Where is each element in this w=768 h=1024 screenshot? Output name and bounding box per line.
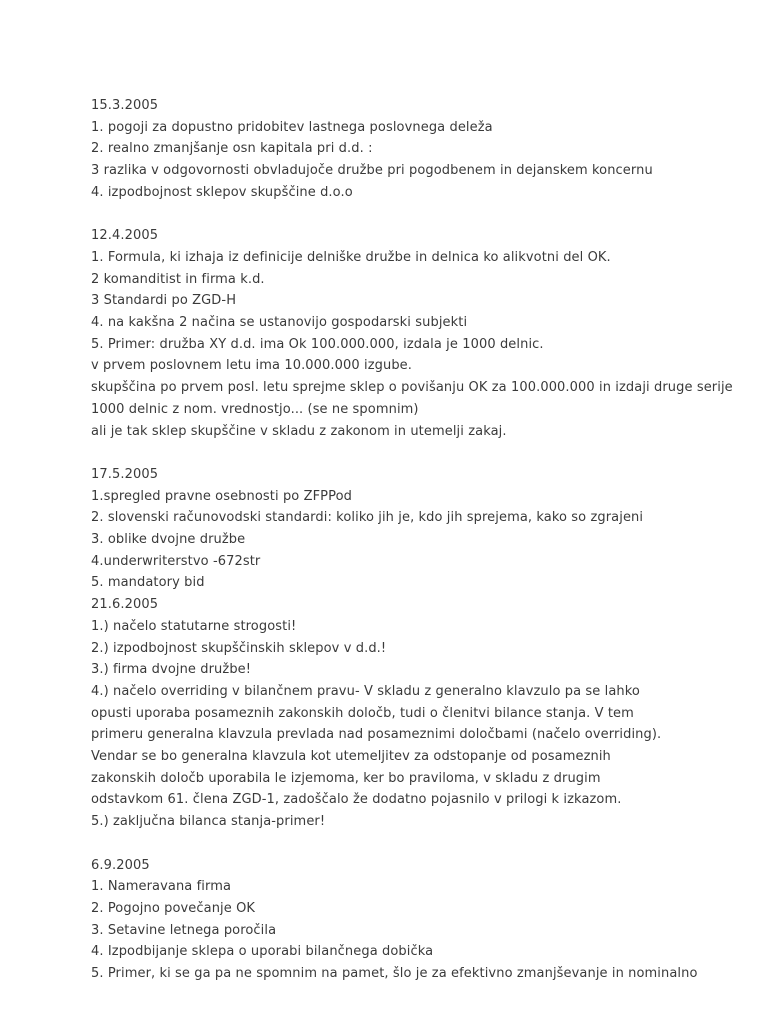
exam-date: 17.5.2005 <box>91 466 159 482</box>
question-paragraph: 4.) načelo overriding v bilančnem pravu- V skladu z generalno klavzulo pa se lahko opusti uporaba posameznih zakonskih določb, tudi o členitvi bilance stanja. V tem primeru generalna klavzula prevlada nad posameznimi določbami (načelo overriding). Vendar se bo generalna klavzula kot utemeljitev za odstopanje od posameznih zakonskih določb uporabila le izjemoma, ker bo praviloma, v skladu z drugim odstavkom 61. člena ZGD-1, zadoščalo že dodatno pojasnilo v prilogi k izkazom. <box>91 683 662 808</box>
exam-date: 21.6.2005 <box>91 597 159 613</box>
document-page <box>91 95 733 1006</box>
question-line: 1.spregled pravne osebnosti po ZFPPod <box>91 488 352 504</box>
question-line: 4. Izpodbijanje sklepa o uporabi bilančnega dobička <box>91 944 434 960</box>
question-line: 4.underwriterstvo -672str <box>91 553 261 569</box>
question-line: 2 komanditist in firma k.d. <box>91 271 265 287</box>
exam-date: 15.3.2005 <box>91 98 159 113</box>
question-line: 5. Primer, ki se ga pa ne spomnim na pamet, šlo je za efektivno zmanjševanje in nominalno <box>91 966 698 982</box>
question-line: 1. Nameravana firma <box>91 879 232 895</box>
question-line: 5. Primer: družba XY d.d. ima Ok 100.000.000, izdala je 1000 delnic. <box>91 336 544 352</box>
question-line: skupščina po prvem posl. letu sprejme sklep o povišanju OK za 100.000.000 in izdaji druge serije <box>91 380 733 396</box>
question-line: 5. mandatory bid <box>91 575 205 591</box>
exam-section-2005-06-21 <box>91 594 691 833</box>
question-line: 5.) zaključna bilanca stanja-primer! <box>91 814 326 830</box>
question-line: 3 Standardi po ZGD-H <box>91 293 237 309</box>
exam-section-2005-05-17 <box>91 464 691 594</box>
question-line: 1. Formula, ki izhaja iz definicije delniške družbe in delnica ko alikvotni del OK. <box>91 249 611 265</box>
question-line: 1000 delnic z nom. vrednostjo... (se ne spomnim) <box>91 401 419 417</box>
question-line: 4. na kakšna 2 načina se ustanovijo gospodarski subjekti <box>91 315 468 331</box>
question-line: 2. realno zmanjšanje osn kapitala pri d.d. : <box>91 141 373 157</box>
question-line: 1. pogoji za dopustno pridobitev lastnega poslovnega deleža <box>91 119 493 135</box>
question-line: 4. izpodbojnost sklepov skupščine d.o.o <box>91 184 353 200</box>
question-line: v prvem poslovnem letu ima 10.000.000 izgube. <box>91 358 413 374</box>
exam-section-2005-03-15 <box>91 95 691 204</box>
question-line: 1.) načelo statutarne strogosti! <box>91 618 297 634</box>
question-line: 2.) izpodbojnost skupščinskih sklepov v d.d.! <box>91 640 387 656</box>
exam-section-2005-04-12 <box>91 225 733 442</box>
question-line: 3. oblike dvojne družbe <box>91 532 246 548</box>
question-line: 2. Pogojno povečanje OK <box>91 900 256 916</box>
exam-date: 6.9.2005 <box>91 857 150 873</box>
exam-section-2005-09-06 <box>91 855 698 985</box>
exam-date: 12.4.2005 <box>91 228 159 244</box>
question-line: 2. slovenski računovodski standardi: koliko jih je, kdo jih sprejema, kako so zgrajeni <box>91 510 644 526</box>
question-line: 3.) firma dvojne družbe! <box>91 662 252 678</box>
question-line: 3 razlika v odgovornosti obvladujoče družbe pri pogodbenem in dejanskem koncernu <box>91 163 653 179</box>
question-line: 3. Setavine letnega poročila <box>91 922 277 938</box>
question-line: ali je tak sklep skupščine v skladu z zakonom in utemelji zakaj. <box>91 423 507 439</box>
